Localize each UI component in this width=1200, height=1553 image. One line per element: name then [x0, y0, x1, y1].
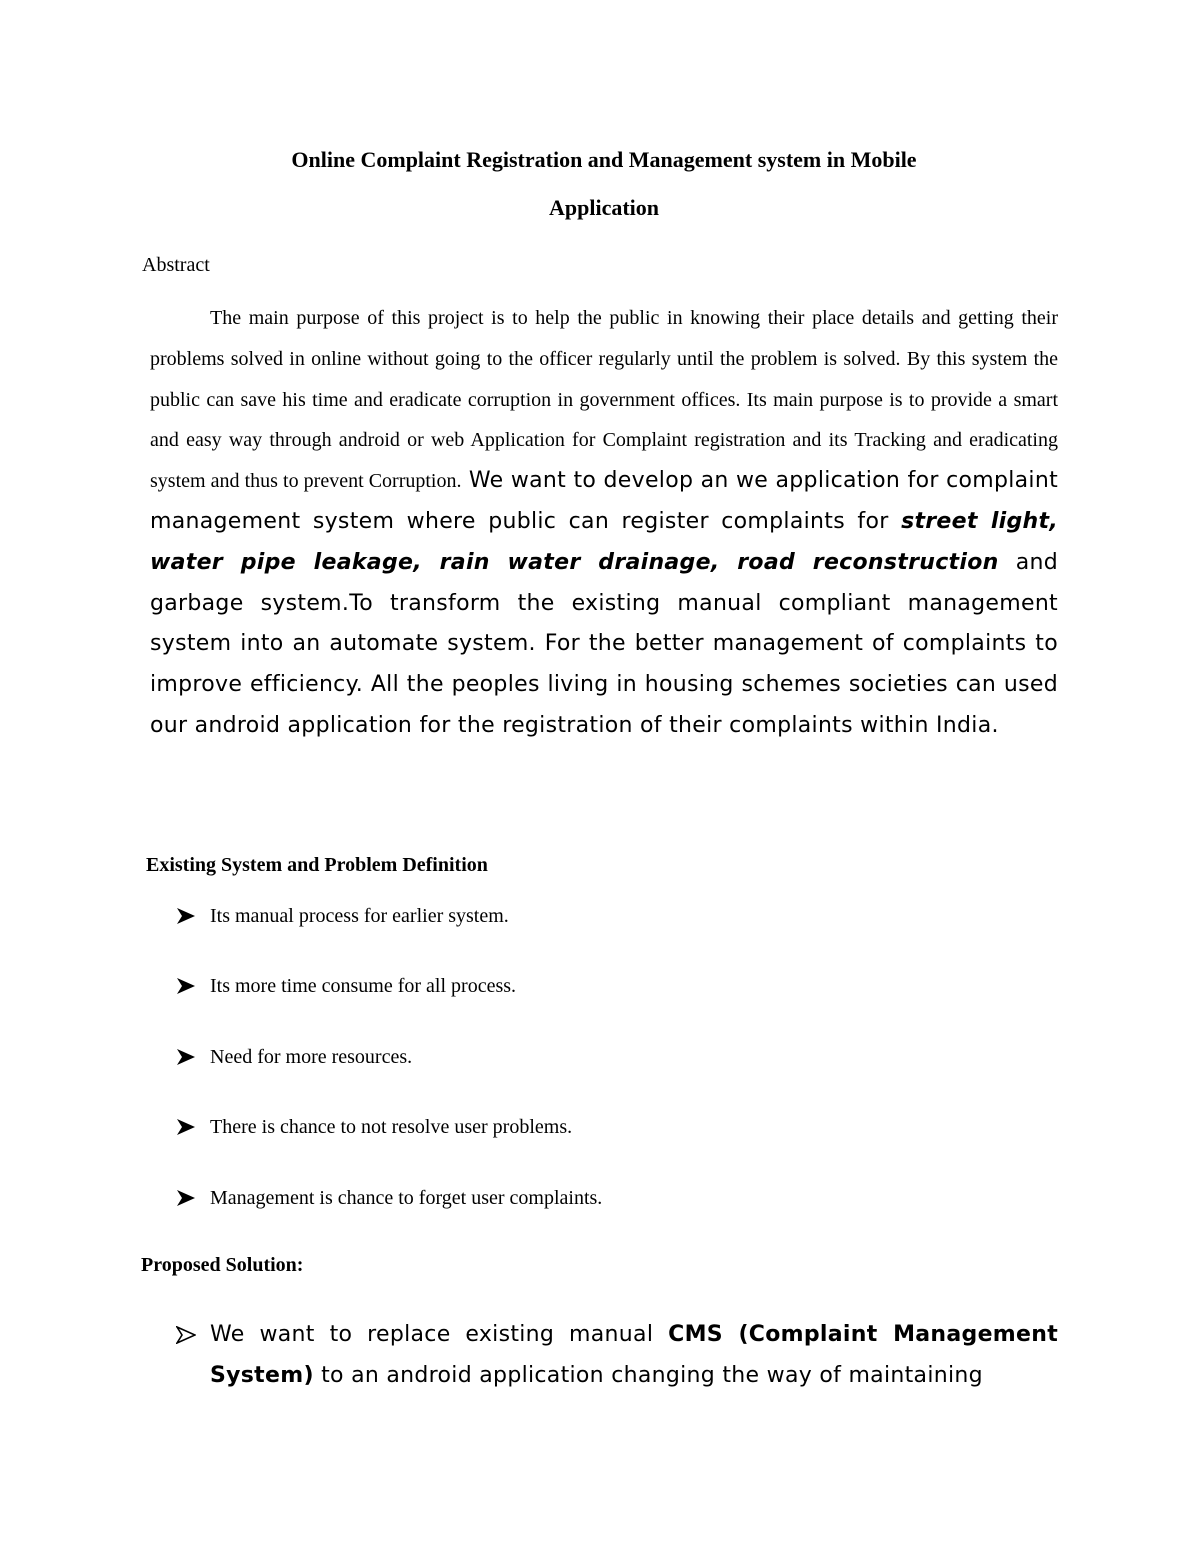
arrow-bullet-icon: [176, 1109, 210, 1136]
proposed-text-after: to an android application changing the way of maintaining: [313, 1363, 983, 1388]
abstract-sans-before: We want to develop an we application for complaint management system where public can register complaints for: [150, 468, 1058, 534]
arrow-bullet-icon: [176, 968, 210, 995]
abstract-label: Abstract: [142, 254, 210, 276]
abstract-sans-text: [150, 468, 1058, 738]
list-item-text: Its more time consume for all process.: [210, 975, 517, 998]
existing-list: [176, 898, 602, 1250]
list-item-text: There is chance to not resolve user problems.: [210, 1116, 573, 1139]
title-line-1: Online Complaint Registration and Management system in Mobile: [291, 147, 917, 172]
list-item: [176, 1180, 602, 1250]
abstract-serif-text: The main purpose of this project is to help the public in knowing their place details and getting their problems solved in online without going to the officer regularly until the problem is solved. By this system the public can save his time and eradicate corruption in government offices. Its main purpose is to provide a smart and easy way through android or web Application for Complaint registration and its Tracking and eradicating system and thus to prevent Corruption.: [150, 307, 1058, 493]
document-title: [150, 136, 1058, 232]
abstract-paragraph: [150, 298, 1058, 747]
list-item: [176, 968, 602, 1038]
proposed-item: [176, 1314, 1058, 1396]
abstract-sans-after: and garbage system.To transform the existing manual compliant management system into an automate system. For the better management of complaints to improve efficiency. All the peoples living in housing schemes societies can used our android application for the registration of their complaints within India.: [150, 549, 1058, 738]
arrow-bullet-icon: [176, 1039, 210, 1066]
abstract-highlight: street light, water pipe leakage, rain water drainage, road reconstruction: [150, 508, 1058, 575]
proposed-item-text: [210, 1314, 1058, 1396]
list-item-text: Management is chance to forget user complaints.: [210, 1186, 603, 1209]
arrow-outline-bullet-icon: [176, 1314, 210, 1344]
list-item-text: Need for more resources.: [210, 1045, 413, 1068]
list-item: [176, 898, 602, 968]
proposed-highlight: CMS (Complaint Management System): [210, 1322, 1059, 1388]
proposed-text-before: We want to replace existing manual: [210, 1322, 669, 1347]
arrow-bullet-icon: [176, 898, 210, 925]
arrow-bullet-icon: [176, 1180, 210, 1207]
list-item-text: Its manual process for earlier system.: [210, 905, 509, 927]
list-item: [176, 1109, 602, 1179]
title-line-2: Application: [548, 195, 660, 220]
list-item: [176, 1039, 602, 1109]
existing-heading: Existing System and Problem Definition: [146, 854, 488, 876]
proposed-heading: Proposed Solution:: [141, 1254, 304, 1276]
